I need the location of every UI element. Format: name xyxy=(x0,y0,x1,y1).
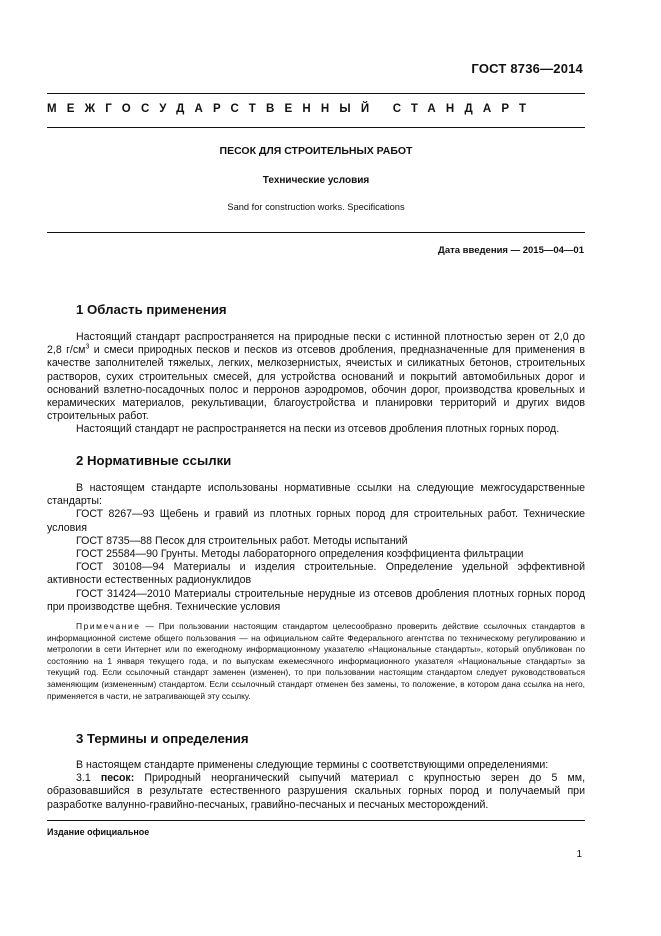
section-1-paragraph-1 xyxy=(47,331,585,423)
section-3-heading: 3 Термины и определения xyxy=(76,731,249,746)
footer-rule xyxy=(47,820,585,821)
reference-item: ГОСТ 8267—93 Щебень и гравий из плотных горных пород для строительных работ. Технические условия xyxy=(47,508,585,534)
term-definition xyxy=(47,772,585,812)
document-title: ПЕСОК ДЛЯ СТРОИТЕЛЬНЫХ РАБОТ xyxy=(219,145,413,157)
term-name: песок: xyxy=(100,772,135,785)
document-subtitle: Технические условия xyxy=(262,175,370,186)
section-3-intro: В настоящем стандарте применены следующие термины с соответствующими определениями: xyxy=(76,759,549,771)
reference-item: ГОСТ 31424—2010 Материалы строительные нерудные из отсевов дробления плотных горных пород при производстве щебня. Технические условия xyxy=(47,587,585,613)
section-1-heading: 1 Область применения xyxy=(76,302,227,317)
title-rule xyxy=(47,232,585,233)
reference-item: ГОСТ 25584—90 Грунты. Методы лабораторного определения коэффициента фильтрации xyxy=(76,548,524,561)
p1-text-b: и смеси природных песков и песков из отсевов дробления, предназначенные для применения в качестве заполнителей тяжелых, легких, мелкозернистых, ячеистых и силикатных бетонов, строительных растворов, сухих строительных смесей, для устройства оснований и покрытий автомобильных дорог и оснований взлетно-посадочных полос и перронов аэродромов, обочин дорог, производства кровельных и керамических материалов, рекультивации, благоустройства и планировки территорий и других видов строительных работ. xyxy=(47,344,586,423)
section-2-intro: В настоящем стандарте использованы нормативные ссылки на следующие межгосударственные стандарты: xyxy=(47,482,585,508)
document-title-english: Sand for construction works. Specifications xyxy=(227,202,405,212)
official-edition-label: Издание официальное xyxy=(47,827,150,837)
section-2-heading: 2 Нормативные ссылки xyxy=(76,453,232,468)
p1-text-a: Настоящий стандарт распространяется на природные пески с истинной плотностью зерен от 2,0 до 2,8 г/см xyxy=(47,331,585,357)
term-definition-text: Природный неорганический сыпучий материал с крупностью зерен до 5 мм, образовавшийся в результате естественного разрушения скальных горных пород и получаемый при разработке валунно-гравийно-песчаных, гравийно-песчаных и песчаных месторождений. xyxy=(47,772,586,811)
p1-superscript: 3 xyxy=(85,343,90,351)
section-2-body xyxy=(47,482,585,614)
note-text: — При пользовании настоящим стандартом целесообразно проверить действие ссылочных стандартов в информационной системе общего пользования — на официальном сайте Федерального агентства по техническому регулированию и метрологии в сети Интернет или по ежегодному информационному указателю «Национальные стандарты», который опубликован по состоянию на 1 января текущего года, и по выпускам ежемесячного информационного указателя «Национальные стандарты» за текущий год. Если ссылочный стандарт заменен (изменен), то при пользовании настоящим стандартом следует руководствоваться заменяющим (измененным) стандартом. Если ссылочный стандарт отменен без замены, то положение, в котором дана ссылка на него, применяется в части, не затрагивающей эту ссылку. xyxy=(47,621,585,701)
section-2-note xyxy=(47,621,585,702)
section-1-paragraph-2: Настоящий стандарт не распространяется на пески из отсевов дробления плотных горных пород. xyxy=(76,423,560,436)
reference-item: ГОСТ 8735—88 Песок для строительных работ. Методы испытаний xyxy=(76,534,408,547)
interstate-standard-label: МЕЖГОСУДАРСТВЕННЫЙ СТАНДАРТ xyxy=(47,103,537,115)
section-1-body xyxy=(47,331,585,437)
note-label: Примечание xyxy=(76,621,141,631)
header-rule-bottom xyxy=(47,127,585,128)
header-rule-top xyxy=(47,93,585,94)
term-number: 3.1 xyxy=(76,772,101,785)
section-3-body xyxy=(47,759,585,812)
document-code: ГОСТ 8736—2014 xyxy=(471,61,583,76)
page-number: 1 xyxy=(576,849,582,860)
introduction-date: Дата введения — 2015—04—01 xyxy=(438,245,584,256)
reference-item: ГОСТ 30108—94 Материалы и изделия строительные. Определение удельной эффективной активности естественных радионуклидов xyxy=(47,561,585,587)
